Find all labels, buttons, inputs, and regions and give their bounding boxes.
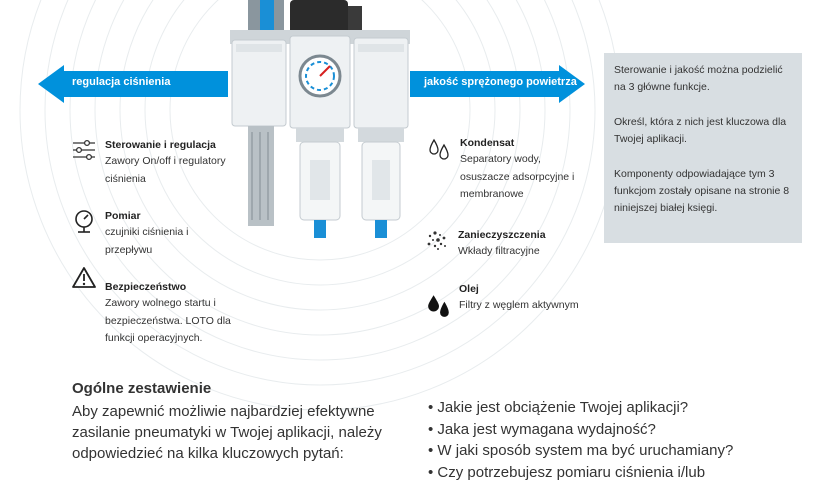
feature-description: czujniki ciśnienia i przepływu — [105, 226, 189, 256]
pressure-regulation-label: regulacja ciśnienia — [72, 76, 171, 88]
info-paragraph: Określ, która z nich jest kluczowa dla Twojej aplikacji. — [614, 116, 787, 145]
oil-drops-icon — [426, 292, 452, 318]
feature-title: Kondensat — [460, 137, 515, 149]
info-paragraph: Sterowanie i jakość można podzielić na 3 główne funkcje. — [614, 64, 783, 93]
air-quality-arrow — [410, 65, 585, 103]
info-paragraph: Komponenty odpowiadające tym 3 funkcjom zostały opisane na stronie 8 niniejszej białej księgi. — [614, 168, 790, 214]
key-questions-list — [428, 397, 733, 480]
feature-title: Zanieczyszczenia — [458, 229, 546, 241]
feature-title: Bezpieczeństwo — [105, 281, 187, 293]
air-quality-label: jakość sprężonego powietrza — [424, 76, 577, 88]
feature-title: Pomiar — [105, 210, 141, 222]
list-item: • Czy potrzebujesz pomiaru ciśnienia i/lub — [428, 462, 733, 480]
air-preparation-unit-illustration — [220, 0, 420, 240]
list-item: • Jaka jest wymagana wydajność? — [428, 419, 733, 441]
particles-icon — [425, 228, 449, 252]
water-drops-outline-icon — [427, 136, 451, 160]
feature-title: Olej — [459, 283, 479, 295]
sliders-icon — [72, 138, 96, 162]
summary-title: Ogólne zestawienie — [72, 380, 212, 397]
feature-description: Separatory wody, osuszacze adsorpcyjne i membranowe — [460, 153, 575, 200]
list-item: • Jakie jest obciążenie Twojej aplikacji? — [428, 397, 733, 419]
feature-description: Wkłady filtracyjne — [458, 245, 540, 257]
gauge-tree-icon — [72, 209, 96, 233]
info-box — [604, 53, 802, 243]
list-item: • W jaki sposób system ma być uruchamiany? — [428, 440, 733, 462]
feature-description: Filtry z węglem aktywnym — [459, 299, 579, 311]
pressure-regulation-arrow — [38, 65, 228, 103]
feature-description: Zawory wolnego startu i bezpieczeństwa. LOTO dla funkcji operacyjnych. — [105, 297, 231, 344]
feature-description: Zawory On/off i regulatory ciśnienia — [105, 155, 226, 185]
warning-triangle-icon — [72, 266, 96, 290]
feature-title: Sterowanie i regulacja — [105, 139, 216, 151]
summary-text: Aby zapewnić możliwie najbardziej efektywne zasilanie pneumatyki w Twojej aplikacji, należy odpowiedzieć na kilka kluczowych pytań: — [72, 403, 382, 462]
